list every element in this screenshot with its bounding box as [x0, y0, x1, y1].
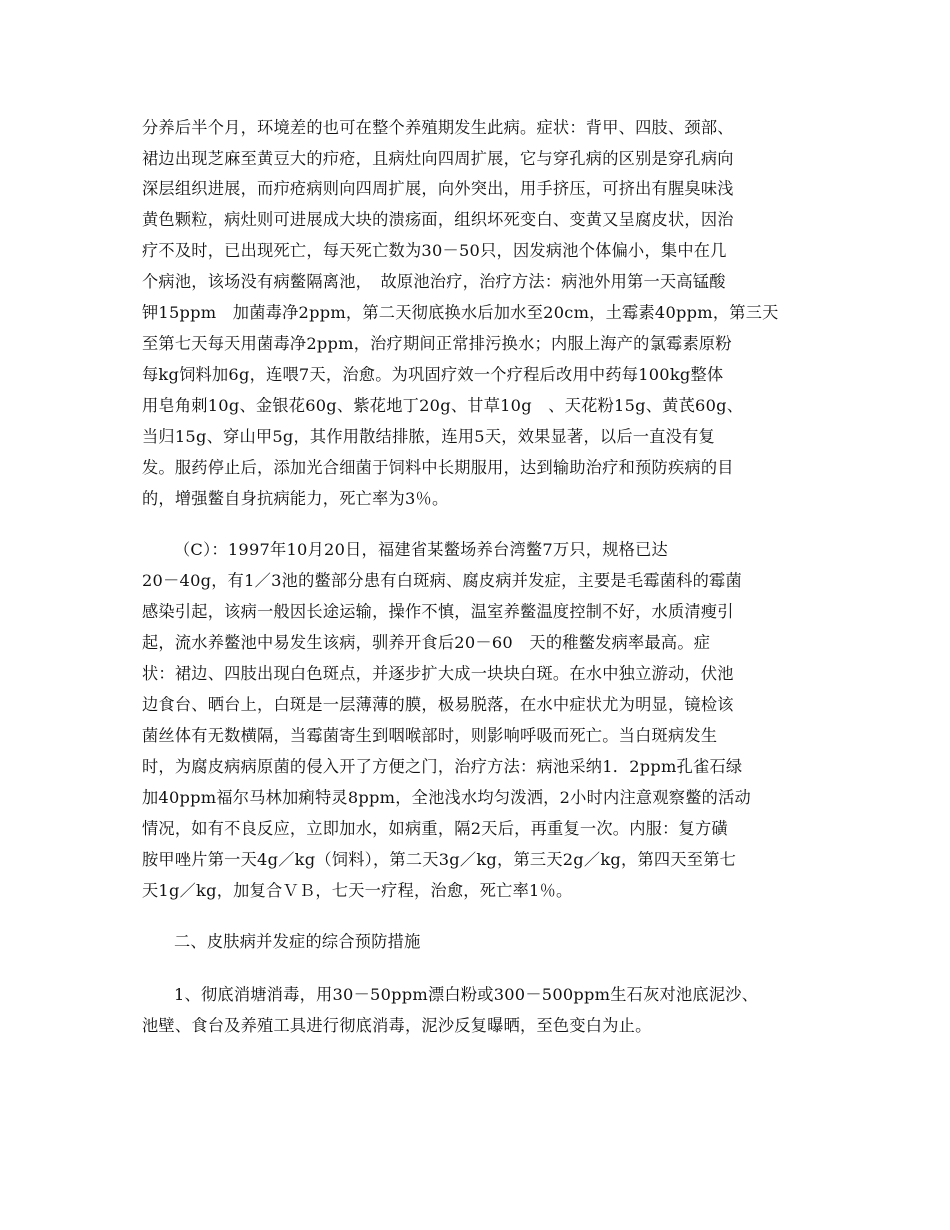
- paragraph-1-line-1: 分养后半个月，环境差的也可在整个养殖期发生此病。症状：背甲、四肢、颈部、: [142, 118, 734, 137]
- paragraph-2-line-5: 状：裙边、四肢出现白色斑点，并逐步扩大成一块块白斑。在水中独立游动，伏池: [142, 664, 734, 683]
- paragraph-3-line-1: 1、彻底消塘消毒，用30－50ppm漂白粉或300－500ppm生石灰对池底泥沙、: [174, 985, 759, 1004]
- paragraph-1-line-3: 深层组织进展，而疖疮病则向四周扩展，向外突出，用手挤压，可挤出有腥臭味浅: [142, 179, 734, 198]
- paragraph-3-line-2: 池壁、食台及养殖工具进行彻底消毒，泥沙反复曝晒，至色变白为止。: [142, 1016, 652, 1035]
- paragraph-1-line-9: 每kg饲料加6g，连喂7天，治愈。为巩固疗效一个疗程后改用中药每100kg整体: [142, 365, 724, 384]
- paragraph-1-line-13: 的，增强鳖自身抗病能力，死亡率为3％。: [142, 489, 449, 508]
- paragraph-1-line-6: 个病池，该场没有病鳖隔离池， 故原池治疗，治疗方法：病池外用第一天高锰酸: [142, 272, 726, 291]
- section-heading: 二、皮肤病并发症的综合预防措施: [174, 932, 421, 951]
- paragraph-2-line-9: 加40ppm福尔马林加痢特灵8ppm，全池浅水均匀泼洒，2小时内注意观察鳖的活动: [142, 788, 751, 807]
- paragraph-2-line-8: 时，为腐皮病病原菌的侵入开了方便之门，治疗方法：病池采纳1．2ppm孔雀石绿: [142, 757, 743, 776]
- paragraph-2-line-7: 菌丝体有无数横隔，当霉菌寄生到咽喉部时，则影响呼吸而死亡。当白斑病发生: [142, 726, 718, 745]
- paragraph-1-line-7: 钾15ppm 加菌毒净2ppm，第二天彻底换水后加水至20cm，土霉素40ppm，第三天: [142, 303, 779, 322]
- paragraph-1-line-2: 裙边出现芝麻至黄豆大的疖疮，且病灶向四周扩展，它与穿孔病的区别是穿孔病向: [142, 149, 734, 168]
- paragraph-1-line-4: 黄色颗粒，病灶则可进展成大块的溃疡面，组织坏死变白、变黄又呈腐皮状，因治: [142, 210, 734, 229]
- paragraph-1-line-8: 至第七天每天用菌毒净2ppm，治疗期间正常排污换水；内服上海产的氯霉素原粉: [142, 334, 732, 353]
- paragraph-2-line-2: 20－40g，有1／3池的鳖部分患有白斑病、腐皮病并发症，主要是毛霉菌科的霉菌: [142, 571, 742, 590]
- paragraph-1-line-10: 用皂角刺10g、金银花60g、紫花地丁20g、甘草10g 、天花粉15g、黄芪60g、: [142, 396, 744, 415]
- paragraph-2-line-3: 感染引起，该病一般因长途运输，操作不慎，温室养鳖温度控制不好，水质清瘦引: [142, 602, 734, 621]
- paragraph-1-line-12: 发。服药停止后，添加光合细菌于饲料中长期服用，达到输助治疗和预防疾病的目: [142, 458, 734, 477]
- paragraph-1-line-5: 疗不及时，已出现死亡，每天死亡数为30－50只，因发病池个体偏小，集中在几: [142, 241, 727, 260]
- paragraph-1-line-11: 当归15g、穿山甲5g，其作用散结排脓，连用5天，效果显著，以后一直没有复: [142, 427, 715, 446]
- paragraph-2-line-12: 天1g／kg，加复合ＶＢ，七天一疗程，治愈，死亡率1％。: [142, 881, 573, 900]
- paragraph-2-line-4: 起，流水养鳖池中易发生该病，驯养开食后20－60 天的稚鳖发病率最高。症: [142, 633, 711, 652]
- paragraph-2-line-11: 胺甲唑片第一天4g／kg（饲料），第二天3g／kg，第三天2g／kg，第四天至第七: [142, 850, 737, 869]
- paragraph-2-line-10: 情况，如有不良反应，立即加水，如病重，隔2天后，再重复一次。内服：复方磺: [142, 819, 728, 838]
- paragraph-2-line-6: 边食台、晒台上，白斑是一层薄薄的膜，极易脱落，在水中症状尤为明显，镜检该: [142, 695, 734, 714]
- paragraph-2-line-1: （C）：1997年10月20日，福建省某鳖场养台湾鳖7万只，规格已达: [174, 540, 668, 559]
